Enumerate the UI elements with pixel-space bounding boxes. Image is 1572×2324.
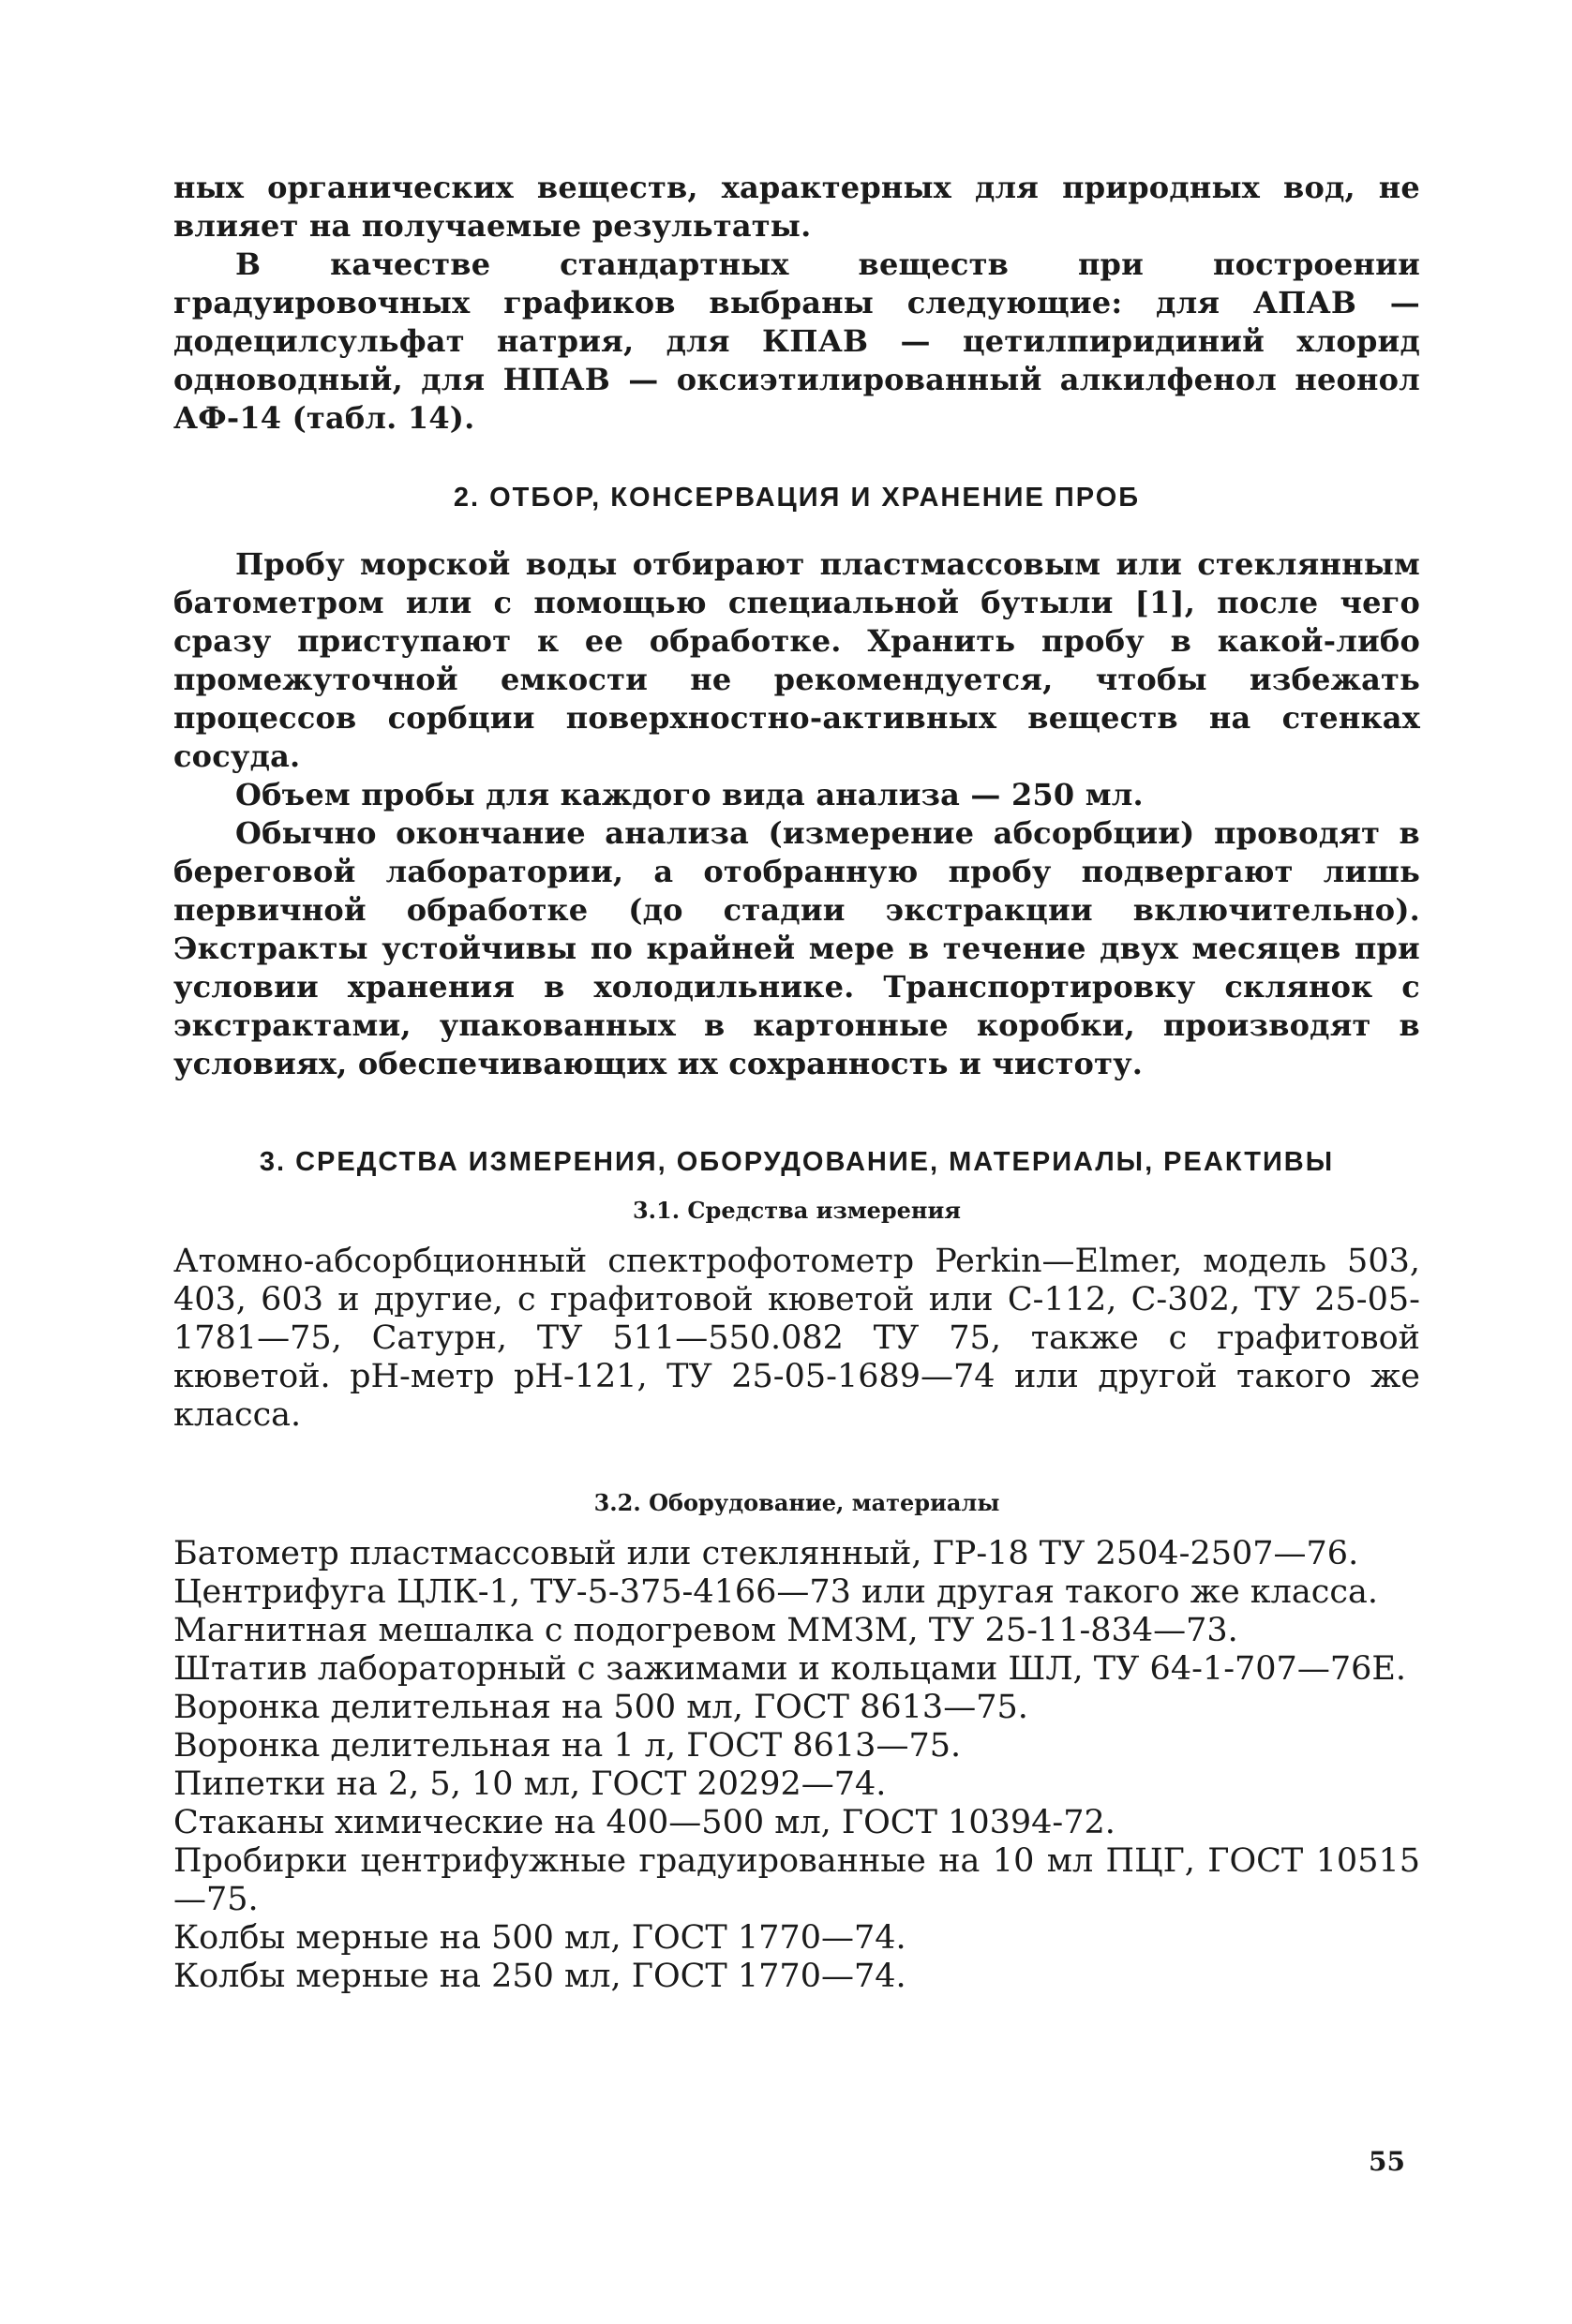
section-2-heading: 2. ОТБОР, КОНСЕРВАЦИЯ И ХРАНЕНИЕ ПРОБ — [453, 483, 1141, 513]
section-2-paragraph-1: Пробу морской воды отбирают пластмассовым или стеклянным батометром или с помощью специальной бутыли [1], после чего сразу приступают к ее обработке. Хранить пробу в какой-либо промежуточной емкости не рекомендуется, чтобы избежать процессов сорбции поверхностно-активных веществ на стенках сосуда. — [173, 546, 1420, 774]
list-item: Стаканы химические на 400—500 мл, ГОСТ 10394-72. — [173, 1804, 1115, 1841]
intro-paragraph-2: В качестве стандартных веществ при построении градуировочных графиков выбраны следующие: для АПАВ — додецилсульфат натрия, для КПАВ — цетилпиридиний хлорид одноводный, для НПАВ — оксиэтилированный алкилфенол неонол АФ-14 (табл. 14). — [173, 246, 1420, 436]
equipment-list — [173, 1535, 1420, 1996]
subsection-3-1-heading: 3.1. Средства измерения — [632, 1197, 962, 1224]
list-item: Пробирки центрифужные градуированные на 10 мл ПЦГ, ГОСТ 10515—75. — [173, 1842, 1420, 1918]
list-item: Центрифуга ЦЛК-1, ТУ-5-375-4166—73 или другая такого же класса. — [173, 1573, 1378, 1611]
list-item: Пипетки на 2, 5, 10 мл, ГОСТ 20292—74. — [173, 1765, 887, 1803]
section-2-paragraph-2: Объем пробы для каждого вида анализа — 250 мл. — [235, 777, 1144, 812]
list-item: Магнитная мешалка с подогревом ММЗМ, ТУ 25-11-834—73. — [173, 1612, 1238, 1649]
list-item: Воронка делительная на 1 л, ГОСТ 8613—75. — [173, 1727, 962, 1765]
list-item: Колбы мерные на 250 мл, ГОСТ 1770—74. — [173, 1958, 906, 1995]
section-3-heading: 3. СРЕДСТВА ИЗМЕРЕНИЯ, ОБОРУДОВАНИЕ, МАТЕРИАЛЫ, РЕАКТИВЫ — [259, 1147, 1335, 1177]
list-item: Воронка делительная на 500 мл, ГОСТ 8613—75. — [173, 1689, 1028, 1726]
list-item: Батометр пластмассовый или стеклянный, ГР-18 ТУ 2504-2507—76. — [173, 1535, 1359, 1572]
subsection-3-1-text: Атомно-абсорбционный спектрофотометр Perkin—Elmer, модель 503, 403, 603 и другие, с графитовой кюветой или С-112, С-302, ТУ 25-05-1781—75, Сатурн, ТУ 511—550.082 ТУ 75, также с графитовой кюветой. pH-метр pH-121, ТУ 25-05-1689—74 или другой такого же класса. — [173, 1243, 1420, 1434]
intro-paragraph-1: ных органических веществ, характерных для природных вод, не влияет на получаемые результаты. — [173, 170, 1420, 244]
page-number: 55 — [1369, 2146, 1405, 2177]
page-content — [173, 169, 1420, 1996]
list-item: Штатив лабораторный с зажимами и кольцами ШЛ, ТУ 64-1-707—76Е. — [173, 1650, 1407, 1688]
list-item: Колбы мерные на 500 мл, ГОСТ 1770—74. — [173, 1919, 906, 1957]
section-2-paragraph-3: Обычно окончание анализа (измерение абсорбции) проводят в береговой лаборатории, а отобранную пробу подвергают лишь первичной обработке (до стадии экстракции включительно). Экстракты устойчивы по крайней мере в течение двух месяцев при условии хранения в холодильнике. Транспортировку склянок с экстрактами, упакованных в картонные коробки, производят в условиях, обеспечивающих их сохранность и чистоту. — [173, 815, 1420, 1081]
subsection-3-2-heading: 3.2. Оборудование, материалы — [593, 1489, 1000, 1516]
